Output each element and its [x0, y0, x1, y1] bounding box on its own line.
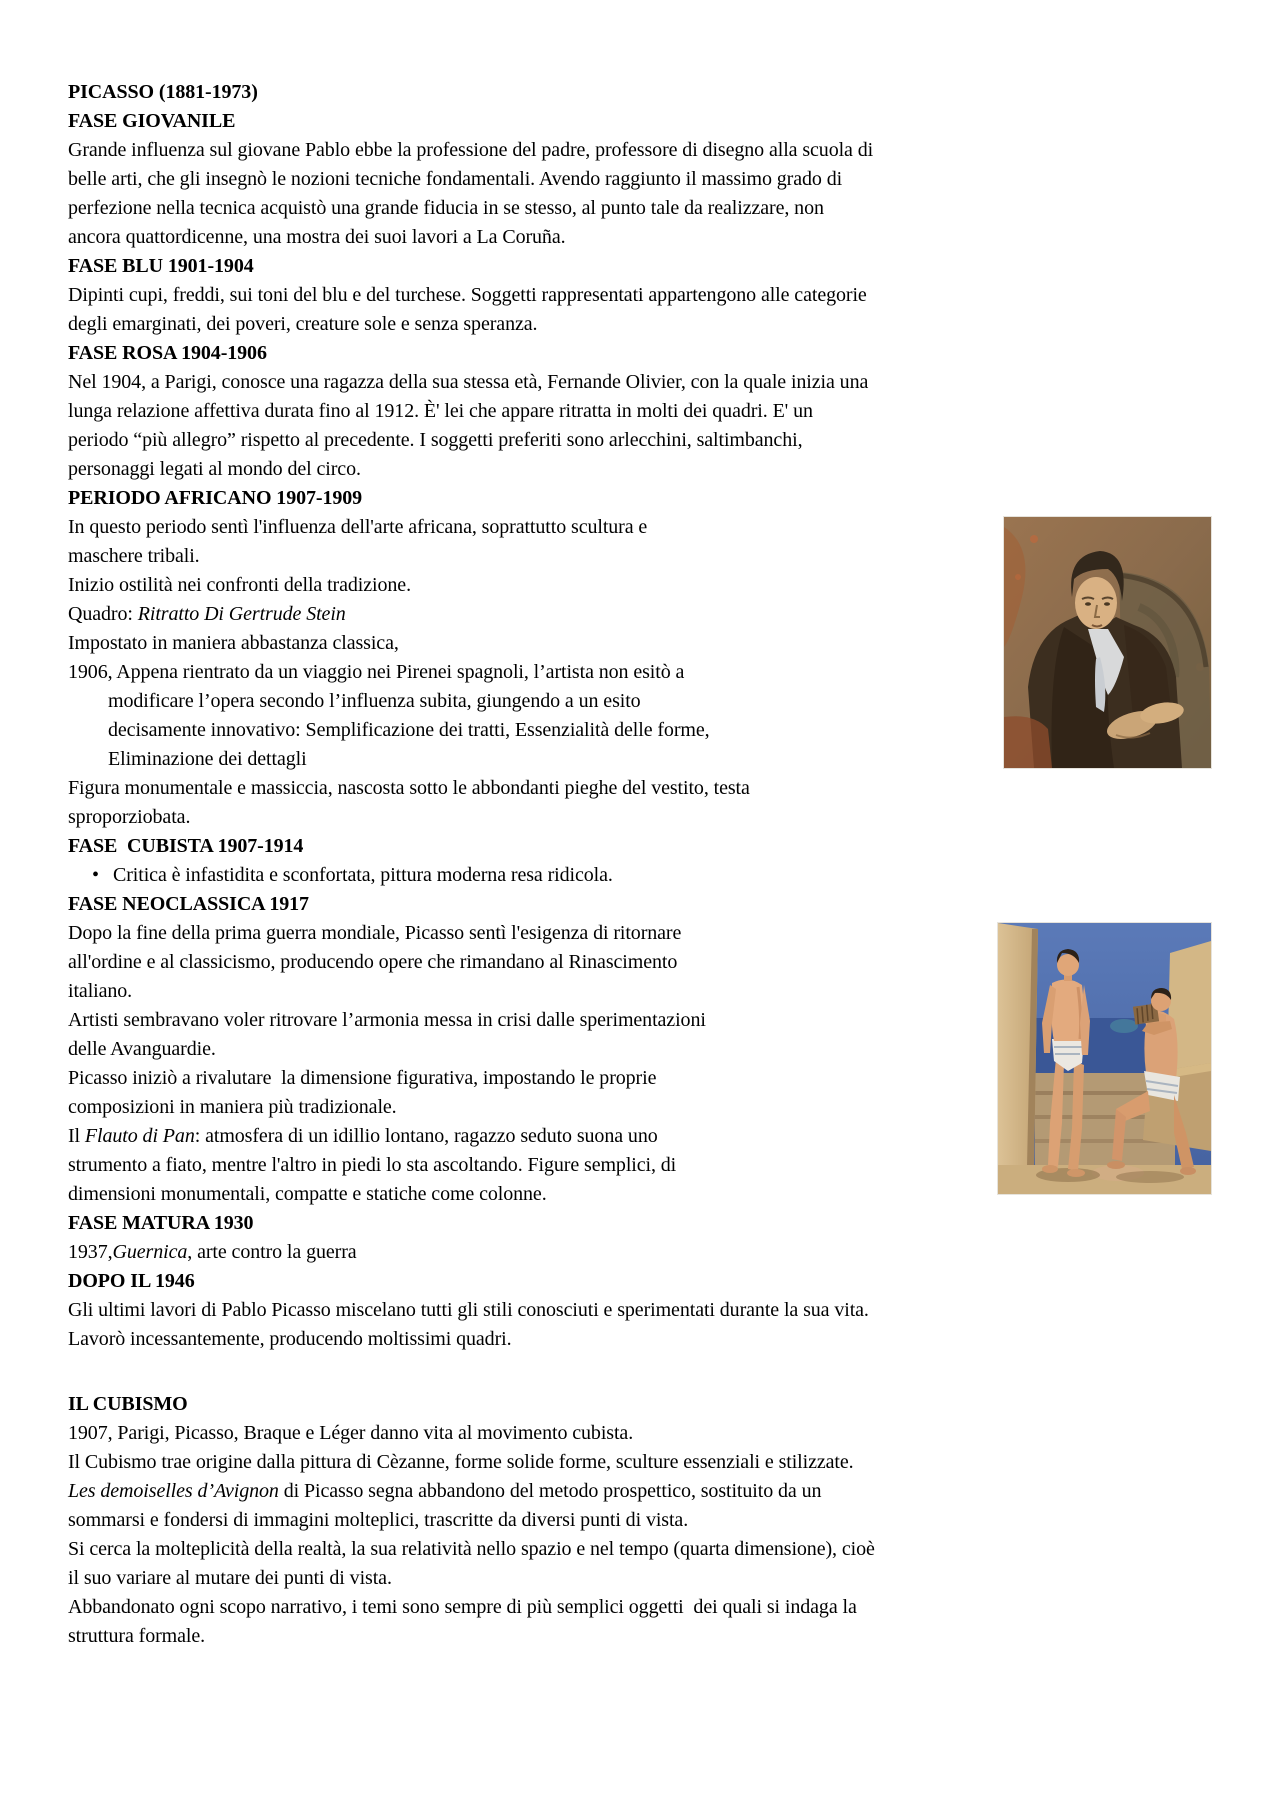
text-line — [68, 1419, 1212, 1448]
text-run: composizioni in maniera più tradizionale. — [68, 1096, 397, 1118]
text-run: strumento a fiato, mentre l'altro in piedi lo sta ascoltando. Figure semplici, di — [68, 1154, 677, 1176]
text-line — [68, 1535, 1212, 1564]
text-run: IL CUBISMO — [68, 1393, 188, 1415]
text-run: modificare l’opera secondo l’influenza subita, giungendo a un esito — [108, 690, 641, 712]
text-run: FASE BLU 1901-1904 — [68, 255, 254, 277]
text-line — [68, 281, 1212, 310]
text-run: periodo “più allegro” rispetto al precedente. I soggetti preferiti sono arlecchini, saltimbanchi, — [68, 429, 803, 451]
text-run: ancora quattordicenne, una mostra dei suoi lavori a La Coruña. — [68, 226, 566, 248]
text-run: dimensioni monumentali, compatte e statiche come colonne. — [68, 1183, 547, 1205]
text-run: FASE GIOVANILE — [68, 110, 236, 132]
text-run: Artisti sembravano voler ritrovare l’armonia messa in crisi dalle sperimentazioni — [68, 1009, 706, 1031]
text-run: Critica è infastidita e sconfortata, pittura moderna resa ridicola. — [113, 864, 613, 886]
text-run: Flauto di Pan — [84, 1125, 195, 1147]
text-run: Dipinti cupi, freddi, sui toni del blu e del turchese. Soggetti rappresentati appartengono alle categorie — [68, 284, 867, 306]
text-line — [68, 1477, 1212, 1506]
text-run: FASE ROSA 1904-1906 — [68, 342, 267, 364]
text-line — [68, 1593, 1212, 1622]
flauto-di-pan-painting — [998, 923, 1211, 1194]
text-run: delle Avanguardie. — [68, 1038, 216, 1060]
text-run: Eliminazione dei dettagli — [108, 748, 307, 770]
text-run: FASE MATURA 1930 — [68, 1212, 254, 1234]
text-line — [68, 1506, 1212, 1535]
text-run: perfezione nella tecnica acquistò una grande fiducia in se stesso, al punto tale da realizzare, non — [68, 197, 824, 219]
text-run: Dopo la fine della prima guerra mondiale, Picasso sentì l'esigenza di ritornare — [68, 922, 682, 944]
text-line — [68, 1296, 1212, 1325]
text-line — [68, 223, 1212, 252]
text-run: : atmosfera di un idillio lontano, ragazzo seduto suona uno — [194, 1125, 658, 1147]
gertrude-stein-image — [1003, 516, 1212, 769]
text-run: Abbandonato ogni scopo narrativo, i temi sono sempre di più semplici oggetti dei quali si indaga la — [68, 1596, 857, 1618]
section-heading — [68, 339, 1212, 368]
text-run: Guernica — [112, 1241, 188, 1263]
text-run: Grande influenza sul giovane Pablo ebbe la professione del padre, professore di disegno alla scuola di — [68, 139, 874, 161]
text-run: , arte contro la guerra — [187, 1241, 357, 1263]
text-run: di Picasso segna abbandono del metodo prospettico, sostituito da un — [278, 1480, 822, 1502]
text-run: DOPO IL 1946 — [68, 1270, 195, 1292]
text-run: Les demoiselles d’Avignon — [68, 1480, 279, 1502]
section-heading — [68, 832, 1212, 861]
text-line — [68, 1238, 1212, 1267]
text-run: decisamente innovativo: Semplificazione dei tratti, Essenzialità delle forme, — [108, 719, 710, 741]
bullet-item — [68, 861, 1212, 890]
text-run: struttura formale. — [68, 1625, 206, 1647]
text-run: 1907, Parigi, Picasso, Braque e Léger danno vita al movimento cubista. — [68, 1422, 634, 1444]
section-heading — [68, 107, 1212, 136]
bullet-icon: • — [92, 864, 99, 886]
section-heading — [68, 1390, 1212, 1419]
text-run: Picasso iniziò a rivalutare la dimensione figurativa, impostando le proprie — [68, 1067, 657, 1089]
blank-space — [68, 1354, 1212, 1390]
text-line — [68, 1564, 1212, 1593]
text-line — [68, 165, 1212, 194]
text-run: belle arti, che gli insegnò le nozioni tecniche fondamentali. Avendo raggiunto il massimo grado di — [68, 168, 843, 190]
section-heading — [68, 252, 1212, 281]
text-run: Impostato in maniera abbastanza classica, — [68, 632, 399, 654]
text-line — [68, 1622, 1212, 1651]
text-run: 1937, — [68, 1241, 113, 1263]
text-run: italiano. — [68, 980, 133, 1002]
flauto-di-pan-image — [997, 922, 1212, 1195]
text-run: Il Cubismo trae origine dalla pittura di Cèzanne, forme solide forme, sculture essenziali e stilizzate. — [68, 1451, 854, 1473]
section-heading — [68, 1267, 1212, 1296]
text-line — [68, 803, 1212, 832]
text-run: il suo variare al mutare dei punti di vista. — [68, 1567, 392, 1589]
text-line — [68, 1448, 1212, 1477]
text-line — [68, 774, 1212, 803]
document-body — [68, 78, 1212, 1651]
section-heading — [68, 484, 1212, 513]
text-run: Quadro: — [68, 603, 138, 625]
text-run: Il — [68, 1125, 85, 1147]
section-heading — [68, 78, 1212, 107]
text-run: Inizio ostilità nei confronti della tradizione. — [68, 574, 411, 596]
text-run: FASE NEOCLASSICA 1917 — [68, 893, 309, 915]
section-heading — [68, 1209, 1212, 1238]
text-run: FASE CUBISTA 1907-1914 — [68, 835, 304, 857]
text-run: lunga relazione affettiva durata fino al 1912. È' lei che appare ritratta in molti dei quadri. E' un — [68, 400, 813, 422]
text-run: Gli ultimi lavori di Pablo Picasso miscelano tutti gli stili conosciuti e sperimentati durante la sua vita. — [68, 1299, 869, 1321]
text-run: degli emarginati, dei poveri, creature sole e senza speranza. — [68, 313, 538, 335]
text-line — [68, 397, 1212, 426]
text-run: PICASSO (1881-1973) — [68, 81, 258, 103]
text-line — [68, 368, 1212, 397]
text-run: In questo periodo sentì l'influenza dell'arte africana, soprattutto scultura e — [68, 516, 648, 538]
text-run: Si cerca la molteplicità della realtà, la sua relatività nello spazio e nel tempo (quarta dimensione), cioè — [68, 1538, 875, 1560]
text-run: Lavorò incessantemente, producendo moltissimi quadri. — [68, 1328, 512, 1350]
text-line — [68, 136, 1212, 165]
text-run: Nel 1904, a Parigi, conosce una ragazza della sua stessa età, Fernande Olivier, con la quale inizia una — [68, 371, 869, 393]
text-run: sproporziobata. — [68, 806, 191, 828]
text-line — [68, 1325, 1212, 1354]
text-run: PERIODO AFRICANO 1907-1909 — [68, 487, 363, 509]
text-line — [68, 310, 1212, 339]
text-line — [68, 455, 1212, 484]
text-run: maschere tribali. — [68, 545, 200, 567]
text-run: personaggi legati al mondo del circo. — [68, 458, 361, 480]
text-run: Ritratto Di Gertrude Stein — [137, 603, 346, 625]
text-run: sommarsi e fondersi di immagini molteplici, trascritte da diversi punti di vista. — [68, 1509, 689, 1531]
gertrude-stein-painting — [1004, 517, 1211, 768]
text-line — [68, 426, 1212, 455]
text-run: 1906, Appena rientrato da un viaggio nei Pirenei spagnoli, l’artista non esitò a — [68, 661, 685, 683]
text-run: all'ordine e al classicismo, producendo opere che rimandano al Rinascimento — [68, 951, 678, 973]
text-line — [68, 194, 1212, 223]
text-run: Figura monumentale e massiccia, nascosta sotto le abbondanti pieghe del vestito, testa — [68, 777, 750, 799]
section-heading — [68, 890, 1212, 919]
